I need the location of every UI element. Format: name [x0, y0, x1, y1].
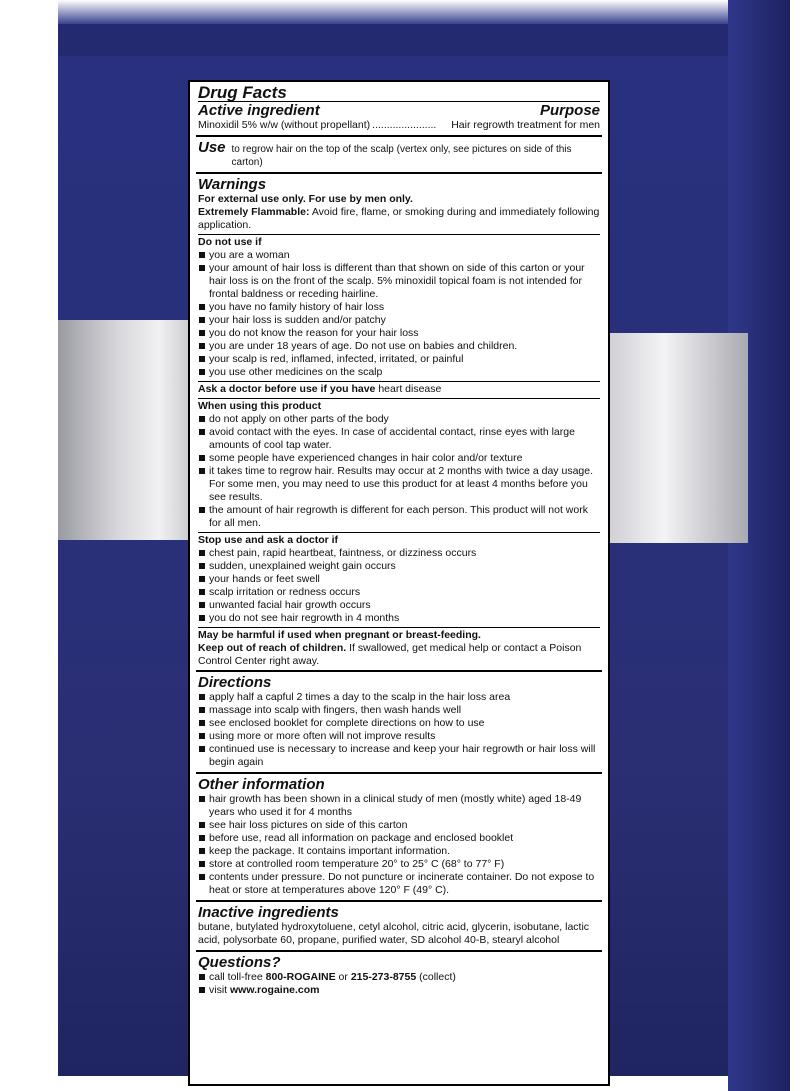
list-item: you are a woman — [198, 249, 600, 262]
inactive-heading: Inactive ingredients — [198, 904, 339, 921]
list-item: store at controlled room temperature 20° to 25° C (68° to 77° F) — [198, 858, 600, 871]
list-item: you do not know the reason for your hair loss — [198, 327, 600, 340]
list-item: your hair loss is sudden and/or patchy — [198, 314, 600, 327]
ask-doctor-label: Ask a doctor before use if you have — [198, 383, 376, 395]
list-item: your amount of hair loss is different than that shown on side of this carton or your hair loss is on the front of the scalp. 5% minoxidil topical foam is not intended for frontal baldness or receding hairline. — [198, 262, 600, 301]
website-link: www.rogaine.com — [230, 984, 320, 996]
list-item: scalp irritation or redness occurs — [198, 586, 600, 599]
other-info-heading: Other information — [198, 776, 325, 793]
directions-section — [196, 672, 602, 774]
active-ingredient-heading: Active ingredient — [198, 102, 320, 119]
list-item: unwanted facial hair growth occurs — [198, 599, 600, 612]
when-using-list — [198, 413, 600, 530]
ingredient-name: Minoxidil 5% w/w (without propellant) — [198, 119, 371, 131]
list-item: continued use is necessary to increase and keep your hair regrowth or hair loss will begin again — [198, 743, 600, 769]
list-item: keep the package. It contains important information. — [198, 845, 600, 858]
stop-use-list — [198, 547, 600, 625]
inactive-text: butane, butylated hydroxytoluene, cetyl alcohol, citric acid, glycerin, isobutane, lactic acid, polysorbate 60, propane, purified water, SD alcohol 40-B, stearyl alcohol — [198, 921, 590, 946]
carton-top-edge — [58, 0, 758, 24]
list-item: see hair loss pictures on side of this carton — [198, 819, 600, 832]
do-not-use-list — [198, 249, 600, 379]
warnings-section — [196, 174, 602, 672]
silver-band-right — [608, 333, 748, 543]
silver-band-left — [58, 320, 193, 540]
active-ingredient-section — [196, 82, 602, 137]
stop-use-heading: Stop use and ask a doctor if — [198, 534, 339, 546]
do-not-use-heading: Do not use if — [198, 236, 262, 248]
pregnancy-warning: May be harmful if used when pregnant or breast-feeding. — [198, 629, 481, 641]
ask-doctor-line — [198, 382, 600, 399]
list-item: sudden, unexplained weight gain occurs — [198, 560, 600, 573]
list-item: some people have experienced changes in hair color and/or texture — [198, 452, 600, 465]
flammable-text: Avoid fire, flame, or smoking during and immediately following application. — [198, 206, 600, 231]
keep-out-warning — [198, 642, 600, 668]
keep-out-label: Keep out of reach of children. — [198, 642, 347, 654]
use-heading: Use — [198, 139, 226, 156]
inactive-ingredients-section — [196, 902, 602, 952]
list-item: you are under 18 years of age. Do not use on babies and children. — [198, 340, 600, 353]
carton-flap — [58, 24, 748, 56]
carton-side — [728, 0, 790, 1091]
keep-out-text: If swallowed, get medical help or contact a Poison Control Center right away. — [198, 642, 582, 667]
purpose-heading: Purpose — [539, 102, 600, 119]
leader-dots: ...................... — [372, 119, 437, 131]
use-section — [196, 137, 602, 174]
when-using-block — [198, 399, 600, 533]
purpose-text: Hair regrowth treatment for men — [451, 119, 600, 131]
call-prefix: call toll-free — [209, 971, 266, 983]
directions-heading: Directions — [198, 674, 272, 691]
list-item: you do not see hair regrowth in 4 months — [198, 612, 600, 625]
questions-list — [198, 971, 600, 997]
list-item: your hands or feet swell — [198, 573, 600, 586]
pregnancy-block — [198, 628, 600, 668]
questions-heading: Questions? — [198, 954, 281, 971]
list-item: before use, read all information on package and enclosed booklet — [198, 832, 600, 845]
when-using-heading: When using this product — [198, 400, 322, 412]
list-item: hair growth has been shown in a clinical study of men (mostly white) aged 18-49 years who used it for 4 months — [198, 793, 600, 819]
other-info-list — [198, 793, 600, 897]
list-item: your scalp is red, inflamed, infected, irritated, or painful — [198, 353, 600, 366]
phone-number-2: 215-273-8755 — [350, 971, 417, 983]
questions-section — [196, 952, 602, 1000]
call-mid: or — [335, 971, 351, 983]
visit-prefix: visit — [209, 984, 230, 996]
ask-doctor-text: heart disease — [378, 383, 442, 395]
list-item: do not apply on other parts of the body — [198, 413, 600, 426]
flammable-label: Extremely Flammable: — [198, 206, 310, 218]
list-item: avoid contact with the eyes. In case of accidental contact, rinse eyes with large amounts of cool tap water. — [198, 426, 600, 452]
list-item: you have no family history of hair loss — [198, 301, 600, 314]
external-use-text: For external use only. For use by men only. — [198, 193, 413, 205]
visit-line — [198, 984, 600, 997]
stop-use-block — [198, 533, 600, 628]
list-item: massage into scalp with fingers, then wash hands well — [198, 704, 600, 717]
list-item: contents under pressure. Do not puncture or incinerate container. Do not expose to heat or store at temperatures above 120° F (49° C). — [198, 871, 600, 897]
list-item: the amount of hair regrowth is different for each person. This product will not work for all men. — [198, 504, 600, 530]
list-item: apply half a capful 2 times a day to the scalp in the hair loss area — [198, 691, 600, 704]
warnings-heading: Warnings — [198, 176, 267, 193]
other-info-section — [196, 774, 602, 902]
call-line — [198, 971, 600, 984]
list-item: chest pain, rapid heartbeat, faintness, or dizziness occurs — [198, 547, 600, 560]
list-item: it takes time to regrow hair. Results may occur at 2 months with twice a day usage. For some men, you may need to use this product for at least 4 months before you see results. — [198, 465, 600, 504]
list-item: using more or more often will not improve results — [198, 730, 600, 743]
list-item: you use other medicines on the scalp — [198, 366, 600, 379]
call-suffix: (collect) — [416, 971, 456, 983]
drug-facts-panel — [188, 80, 610, 1086]
flammable-warning — [198, 206, 600, 235]
list-item: see enclosed booklet for complete directions on how to use — [198, 717, 600, 730]
phone-number-1: 800-ROGAINE — [265, 971, 336, 983]
directions-list — [198, 691, 600, 769]
do-not-use-block — [198, 235, 600, 382]
drug-facts-title: Drug Facts — [198, 84, 600, 102]
use-text: to regrow hair on the top of the scalp (vertex only, see pictures on side of this carton) — [231, 144, 572, 168]
